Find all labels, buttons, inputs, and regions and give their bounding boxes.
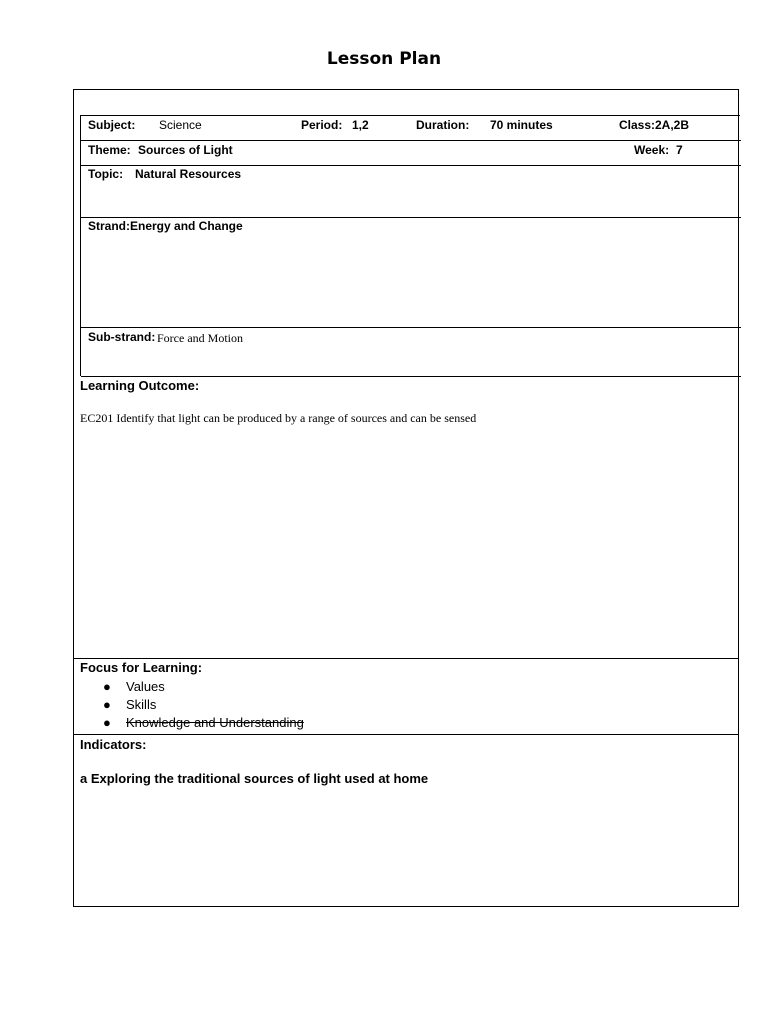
class-label: Class: — [619, 118, 656, 132]
subject-label: Subject: — [88, 118, 136, 132]
focus-item-knowledge: ● Knowledge and Understanding — [103, 715, 304, 730]
strand-value: Energy and Change — [130, 219, 243, 233]
week-label: Week: — [634, 143, 670, 157]
subject-value: Science — [159, 118, 202, 132]
period-value: 1,2 — [352, 118, 369, 132]
learning-outcome-label: Learning Outcome: — [80, 378, 200, 393]
focus-label: Focus for Learning: — [80, 660, 203, 675]
week-value: 7 — [676, 143, 683, 157]
bullet-icon: ● — [103, 697, 111, 712]
bullet-icon: ● — [103, 679, 111, 694]
focus-item-skills: ● Skills — [103, 697, 157, 712]
bullet-icon: ● — [103, 715, 111, 730]
section-divider — [73, 658, 739, 659]
learning-outcome-text: EC201 Identify that light can be produced by a range of sources and can be sensed — [80, 411, 477, 425]
topic-label: Topic: — [88, 167, 124, 181]
focus-list — [100, 679, 304, 733]
class-value: 2A,2B — [655, 118, 690, 132]
duration-label: Duration: — [416, 118, 470, 132]
theme-label: Theme: — [88, 143, 131, 157]
substrand-value: Force and Motion — [157, 331, 243, 345]
subject-row — [81, 116, 741, 141]
duration-value: 70 minutes — [490, 118, 553, 132]
section-divider — [73, 734, 739, 735]
strand-row — [81, 218, 741, 328]
strand-label: Strand: — [88, 219, 130, 233]
substrand-row — [81, 328, 741, 377]
theme-value: Sources of Light — [138, 143, 233, 157]
period-label: Period: — [301, 118, 343, 132]
page-title: Lesson Plan — [326, 49, 442, 69]
focus-item-values: ● Values — [103, 679, 165, 694]
indicator-item: a Exploring the traditional sources of light used at home — [80, 771, 429, 786]
lesson-header-table — [80, 115, 740, 376]
topic-value: Natural Resources — [135, 167, 242, 181]
substrand-label: Sub-strand: — [88, 330, 156, 344]
indicators-label: Indicators: — [80, 737, 147, 752]
topic-row — [81, 166, 741, 218]
theme-row — [81, 141, 741, 166]
